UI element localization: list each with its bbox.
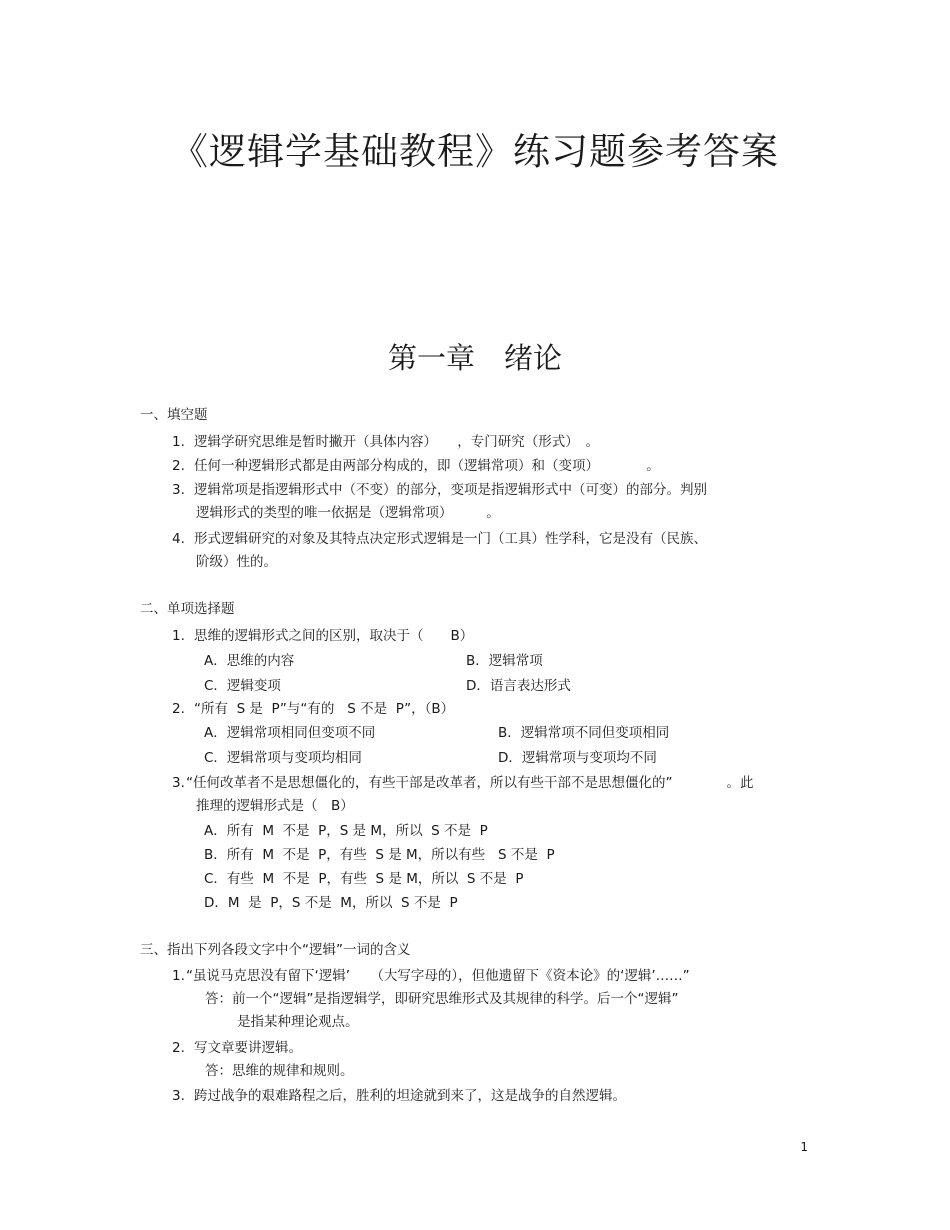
option-b: B．逻辑常项	[466, 653, 543, 669]
question-text: “所有 S 是 P”与“有的 S 不是 P”，（B）	[194, 701, 455, 717]
option-d: D．语言表达形式	[466, 678, 571, 694]
question-text-cont: 阶级）性的。	[196, 554, 277, 570]
option-a: A．所有 M 不是 P，S 是 M，所以 S 不是 P	[204, 823, 488, 839]
option-a: A．思维的内容	[204, 653, 295, 669]
option-c: C．逻辑变项	[204, 678, 281, 694]
question-text: 形式逻辑研究的对象及其特点决定形式逻辑是一门（工具）性学科，它是没有（民族、	[194, 531, 707, 547]
question-text: 任何一种逻辑形式都是由两部分构成的，即（逻辑常项）和（变项） 。	[194, 458, 660, 474]
question-number: 3.	[172, 775, 185, 791]
option-c: C．逻辑常项与变项均相同	[204, 750, 362, 766]
question-text: 逻辑学研究思维是暂时撇开（具体内容） ，专门研究（形式） 。	[194, 434, 599, 450]
question-text: 逻辑常项是指逻辑形式中（不变）的部分，变项是指逻辑形式中（可变）的部分。判别	[194, 482, 707, 498]
option-d: D．M 是 P，S 不是 M，所以 S 不是 P	[204, 895, 458, 911]
option-b: B．逻辑常项不同但变项相同	[498, 725, 670, 741]
question-number: 2.	[172, 1040, 185, 1056]
question-text: 思维的逻辑形式之间的区别，取决于（ B）	[194, 628, 474, 644]
answer-text-cont: 是指某种理论观点。	[237, 1014, 359, 1030]
question-number: 2.	[172, 458, 185, 474]
answer-text: 答：前一个“逻辑”是指逻辑学，即研究思维形式及其规律的科学。后一个“逻辑”	[205, 991, 679, 1007]
question-number: 1.	[172, 628, 185, 644]
question-text-cont: 推理的逻辑形式是（ B）	[196, 798, 354, 814]
page-number: 1	[800, 1140, 808, 1154]
question-text: 跨过战争的艰难路程之后，胜利的坦途就到来了，这是战争的自然逻辑。	[194, 1088, 626, 1104]
section-heading: 二、单项选择题	[140, 601, 235, 617]
question-text: 写文章要讲逻辑。	[194, 1040, 302, 1056]
section-heading: 三、指出下列各段文字中个“逻辑”一词的含义	[140, 942, 411, 958]
question-number: 3.	[172, 1088, 185, 1104]
question-text-cont: 逻辑形式的类型的唯一依据是（逻辑常项） 。	[196, 505, 500, 521]
question-text: “任何改革者不是思想僵化的，有些干部是改革者，所以有些干部不是思想僵化的” 。此	[186, 775, 754, 791]
question-number: 2.	[172, 701, 185, 717]
answer-text: 答：思维的规律和规则。	[205, 1063, 354, 1079]
question-number: 1.	[172, 434, 185, 450]
section-heading: 一、填空题	[140, 407, 208, 423]
option-c: C．有些 M 不是 P，有些 S 是 M，所以 S 不是 P	[204, 871, 524, 887]
option-a: A．逻辑常项相同但变项不同	[204, 725, 376, 741]
question-text: “虽说马克思没有留下‘逻辑’ （大写字母的），但他遗留下《资本论》的‘逻辑’……”	[186, 968, 690, 984]
chapter-heading: 第一章 绪论	[387, 341, 562, 375]
document-title: 《逻辑学基础教程》练习题参考答案	[171, 130, 779, 173]
option-d: D．逻辑常项与变项均不同	[498, 750, 657, 766]
question-number: 4.	[172, 531, 185, 547]
question-number: 1.	[172, 968, 185, 984]
option-b: B．所有 M 不是 P，有些 S 是 M，所以有些 S 不是 P	[204, 847, 555, 863]
question-number: 3.	[172, 482, 185, 498]
